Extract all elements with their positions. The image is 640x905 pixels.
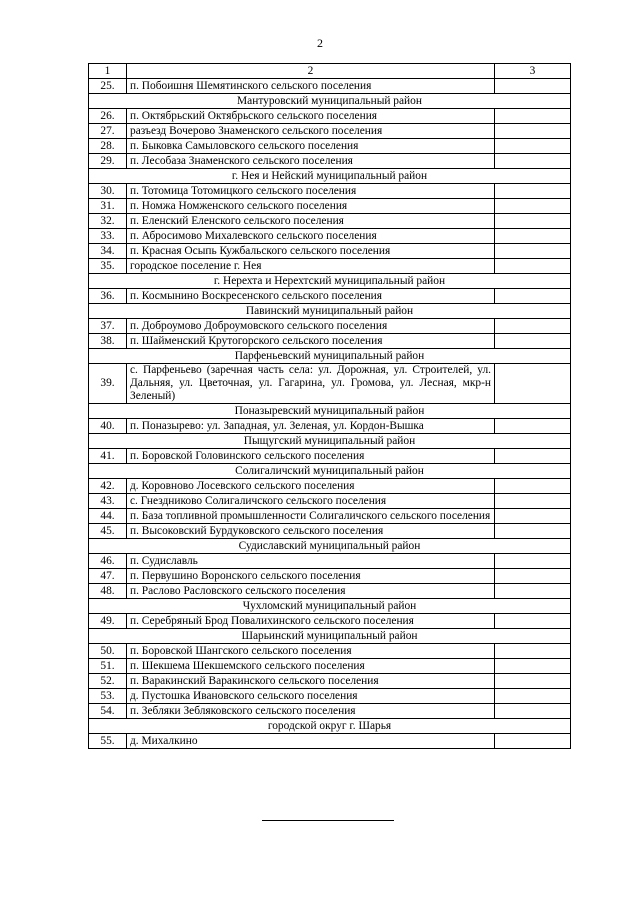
settlement-name: п. Судиславль bbox=[127, 554, 495, 569]
table-row bbox=[89, 554, 571, 569]
settlement-name: д. Михалкино bbox=[127, 734, 495, 749]
row-number: 51. bbox=[89, 659, 127, 674]
settlement-name: п. Поназырево: ул. Западная, ул. Зеленая, ул. Кордон-Вышка bbox=[127, 419, 495, 434]
empty-cell bbox=[495, 689, 571, 704]
settlement-name: п. Красная Осыпь Кужбальского сельского поселения bbox=[127, 244, 495, 259]
row-number: 55. bbox=[89, 734, 127, 749]
district-title: Поназыревский муниципальный район bbox=[89, 404, 571, 419]
row-number: 45. bbox=[89, 524, 127, 539]
header-col-2: 2 bbox=[127, 64, 495, 79]
row-number: 46. bbox=[89, 554, 127, 569]
row-number: 26. bbox=[89, 109, 127, 124]
table-row bbox=[89, 199, 571, 214]
row-number: 52. bbox=[89, 674, 127, 689]
row-number: 50. bbox=[89, 644, 127, 659]
row-number: 53. bbox=[89, 689, 127, 704]
row-number: 40. bbox=[89, 419, 127, 434]
table-row bbox=[89, 79, 571, 94]
district-title: Солигаличский муниципальный район bbox=[89, 464, 571, 479]
empty-cell bbox=[495, 79, 571, 94]
table-row bbox=[89, 584, 571, 599]
row-number: 49. bbox=[89, 614, 127, 629]
district-title: Мантуровский муниципальный район bbox=[89, 94, 571, 109]
settlement-name: п. Лесобаза Знаменского сельского поселения bbox=[127, 154, 495, 169]
row-number: 32. bbox=[89, 214, 127, 229]
row-number: 25. bbox=[89, 79, 127, 94]
header-col-1: 1 bbox=[89, 64, 127, 79]
table-row bbox=[89, 259, 571, 274]
row-number: 27. bbox=[89, 124, 127, 139]
settlement-name: п. База топливной промышленности Солигаличского сельского поселения bbox=[127, 509, 495, 524]
district-section-row bbox=[89, 274, 571, 289]
settlement-name: п. Раслово Расловского сельского поселения bbox=[127, 584, 495, 599]
table-row bbox=[89, 364, 571, 404]
table-row bbox=[89, 494, 571, 509]
table-row bbox=[89, 689, 571, 704]
row-number: 43. bbox=[89, 494, 127, 509]
empty-cell bbox=[495, 734, 571, 749]
empty-cell bbox=[495, 569, 571, 584]
district-section-row bbox=[89, 539, 571, 554]
row-number: 33. bbox=[89, 229, 127, 244]
table-row bbox=[89, 659, 571, 674]
empty-cell bbox=[495, 289, 571, 304]
row-number: 29. bbox=[89, 154, 127, 169]
table-row bbox=[89, 229, 571, 244]
row-number: 38. bbox=[89, 334, 127, 349]
district-section-row bbox=[89, 404, 571, 419]
empty-cell bbox=[495, 124, 571, 139]
settlement-name: п. Боровской Головинского сельского поселения bbox=[127, 449, 495, 464]
table-row bbox=[89, 124, 571, 139]
table-row bbox=[89, 334, 571, 349]
district-section-row bbox=[89, 349, 571, 364]
settlement-name: городское поселение г. Нея bbox=[127, 259, 495, 274]
district-title: Чухломский муниципальный район bbox=[89, 599, 571, 614]
table-row bbox=[89, 154, 571, 169]
settlement-name: с. Гнездниково Солигаличского сельского поселения bbox=[127, 494, 495, 509]
district-section-row bbox=[89, 464, 571, 479]
district-title: Павинский муниципальный район bbox=[89, 304, 571, 319]
district-section-row bbox=[89, 629, 571, 644]
row-number: 37. bbox=[89, 319, 127, 334]
settlement-name: п. Зебляки Зебляковского сельского поселения bbox=[127, 704, 495, 719]
table-row bbox=[89, 644, 571, 659]
settlement-name: п. Шекшема Шекшемского сельского поселения bbox=[127, 659, 495, 674]
district-title: г. Нея и Нейский муниципальный район bbox=[89, 169, 571, 184]
district-section-row bbox=[89, 169, 571, 184]
empty-cell bbox=[495, 109, 571, 124]
table-row bbox=[89, 614, 571, 629]
row-number: 34. bbox=[89, 244, 127, 259]
settlement-name: с. Парфеньево (заречная часть села: ул. Дорожная, ул. Строителей, ул. Дальняя, ул. Цветочная, ул. Гагарина, ул. Громова, ул. Лесная, мкр-н Зеленый) bbox=[127, 364, 495, 404]
district-section-row bbox=[89, 599, 571, 614]
settlement-name: разъезд Вочерово Знаменского сельского поселения bbox=[127, 124, 495, 139]
table-row bbox=[89, 479, 571, 494]
table-row bbox=[89, 289, 571, 304]
table-row bbox=[89, 449, 571, 464]
empty-cell bbox=[495, 659, 571, 674]
district-title: Шарьинский муниципальный район bbox=[89, 629, 571, 644]
row-number: 48. bbox=[89, 584, 127, 599]
district-section-row bbox=[89, 719, 571, 734]
row-number: 35. bbox=[89, 259, 127, 274]
row-number: 30. bbox=[89, 184, 127, 199]
empty-cell bbox=[495, 259, 571, 274]
settlement-name: п. Первушино Воронского сельского поселения bbox=[127, 569, 495, 584]
table-row bbox=[89, 319, 571, 334]
district-section-row bbox=[89, 434, 571, 449]
table-row bbox=[89, 569, 571, 584]
settlement-name: д. Коровново Лосевского сельского поселения bbox=[127, 479, 495, 494]
empty-cell bbox=[495, 674, 571, 689]
settlement-name: п. Доброумово Доброумовского сельского поселения bbox=[127, 319, 495, 334]
empty-cell bbox=[495, 214, 571, 229]
empty-cell bbox=[495, 244, 571, 259]
table-row bbox=[89, 734, 571, 749]
empty-cell bbox=[495, 139, 571, 154]
table-row bbox=[89, 674, 571, 689]
settlement-name: п. Варакинский Варакинского сельского поселения bbox=[127, 674, 495, 689]
empty-cell bbox=[495, 199, 571, 214]
settlement-name: п. Еленский Еленского сельского поселения bbox=[127, 214, 495, 229]
empty-cell bbox=[495, 479, 571, 494]
empty-cell bbox=[495, 229, 571, 244]
footer-separator-line bbox=[262, 820, 394, 821]
table-row bbox=[89, 139, 571, 154]
district-title: городской округ г. Шарья bbox=[89, 719, 571, 734]
table-row bbox=[89, 524, 571, 539]
settlement-name: п. Быковка Самыловского сельского поселения bbox=[127, 139, 495, 154]
empty-cell bbox=[495, 184, 571, 199]
table-row bbox=[89, 419, 571, 434]
table-header-row bbox=[89, 64, 571, 79]
settlement-name: п. Серебряный Брод Повалихинского сельского поселения bbox=[127, 614, 495, 629]
empty-cell bbox=[495, 614, 571, 629]
empty-cell bbox=[495, 449, 571, 464]
empty-cell bbox=[495, 584, 571, 599]
row-number: 41. bbox=[89, 449, 127, 464]
row-number: 28. bbox=[89, 139, 127, 154]
settlement-name: д. Пустошка Ивановского сельского поселения bbox=[127, 689, 495, 704]
empty-cell bbox=[495, 364, 571, 404]
district-title: Судиславский муниципальный район bbox=[89, 539, 571, 554]
settlement-name: п. Тотомица Тотомицкого сельского поселения bbox=[127, 184, 495, 199]
table-row bbox=[89, 509, 571, 524]
empty-cell bbox=[495, 319, 571, 334]
empty-cell bbox=[495, 154, 571, 169]
empty-cell bbox=[495, 644, 571, 659]
settlement-name: п. Октябрьский Октябрьского сельского поселения bbox=[127, 109, 495, 124]
settlement-name: п. Номжа Номженского сельского поселения bbox=[127, 199, 495, 214]
district-title: Пыщугский муниципальный район bbox=[89, 434, 571, 449]
row-number: 42. bbox=[89, 479, 127, 494]
row-number: 39. bbox=[89, 364, 127, 404]
row-number: 36. bbox=[89, 289, 127, 304]
settlement-name: п. Абросимово Михалевского сельского поселения bbox=[127, 229, 495, 244]
settlement-name: п. Шайменский Крутогорского сельского поселения bbox=[127, 334, 495, 349]
row-number: 31. bbox=[89, 199, 127, 214]
page-number: 2 bbox=[317, 36, 323, 50]
empty-cell bbox=[495, 334, 571, 349]
district-section-row bbox=[89, 94, 571, 109]
table-row bbox=[89, 214, 571, 229]
settlement-name: п. Побоишня Шемятинского сельского поселения bbox=[127, 79, 495, 94]
empty-cell bbox=[495, 494, 571, 509]
row-number: 44. bbox=[89, 509, 127, 524]
district-title: г. Нерехта и Нерехтский муниципальный район bbox=[89, 274, 571, 289]
row-number: 54. bbox=[89, 704, 127, 719]
empty-cell bbox=[495, 419, 571, 434]
row-number: 47. bbox=[89, 569, 127, 584]
settlements-table bbox=[88, 63, 571, 749]
table-row bbox=[89, 704, 571, 719]
district-title: Парфеньевский муниципальный район bbox=[89, 349, 571, 364]
header-col-3: 3 bbox=[495, 64, 571, 79]
settlement-name: п. Высоковский Бурдуковского сельского поселения bbox=[127, 524, 495, 539]
empty-cell bbox=[495, 509, 571, 524]
table-row bbox=[89, 244, 571, 259]
empty-cell bbox=[495, 554, 571, 569]
table-row bbox=[89, 184, 571, 199]
settlement-name: п. Боровской Шангского сельского поселения bbox=[127, 644, 495, 659]
table-row bbox=[89, 109, 571, 124]
empty-cell bbox=[495, 524, 571, 539]
empty-cell bbox=[495, 704, 571, 719]
settlement-name: п. Космынино Воскресенского сельского поселения bbox=[127, 289, 495, 304]
district-section-row bbox=[89, 304, 571, 319]
